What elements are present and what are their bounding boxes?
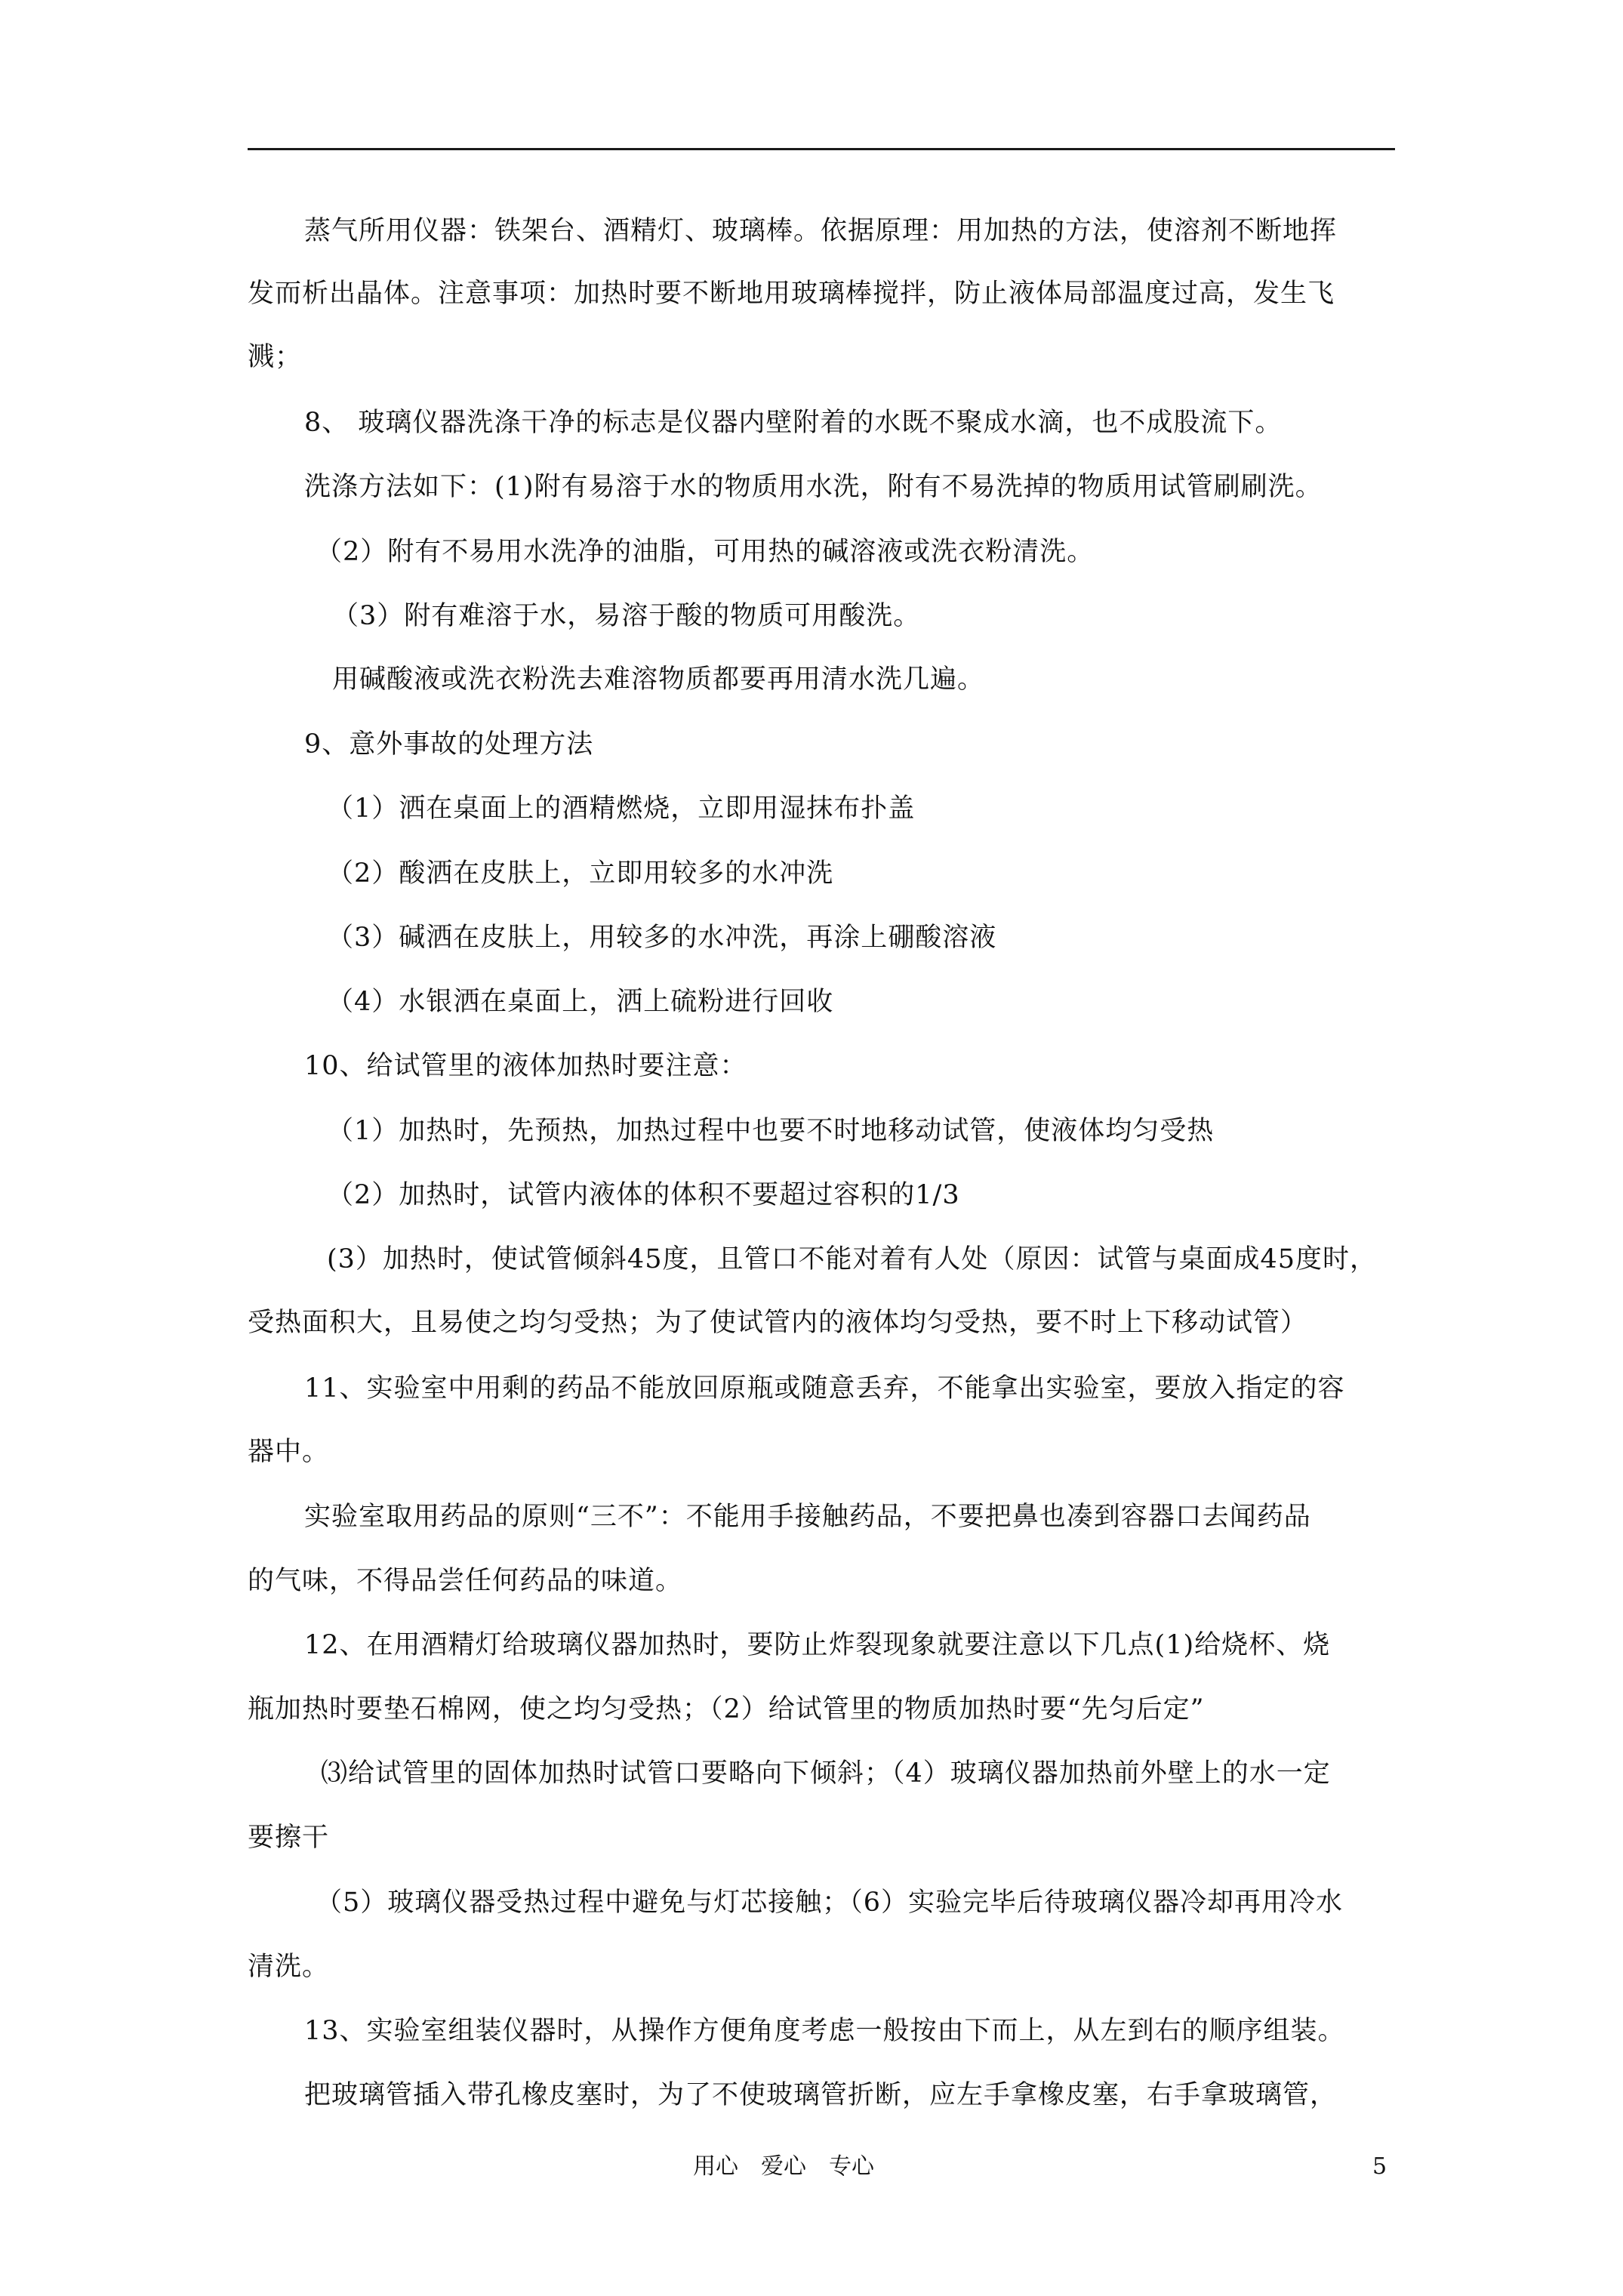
text-line: 用碱酸液或洗衣粉洗去难溶物质都要再用清水洗几遍。	[332, 664, 985, 695]
page-number: 5	[1372, 2153, 1387, 2180]
text-line: （5）玻璃仪器受热过程中避免与灯芯接触；（6）实验完毕后待玻璃仪器冷却再用冷水	[316, 1888, 1344, 1918]
text-line: ⑶给试管里的固体加热时试管口要略向下倾斜；（4）玻璃仪器加热前外壁上的水一定	[321, 1758, 1331, 1789]
text-line: （1）洒在桌面上的酒精燃烧，立即用湿抹布扑盖	[327, 794, 916, 824]
text-line: 器中。	[248, 1437, 330, 1467]
text-line: (3）加热时，使试管倾斜45度，且管口不能对着有人处（原因：试管与桌面成45度时，	[327, 1244, 1377, 1274]
text-line: 13、实验室组装仪器时，从操作方便角度考虑一般按由下而上，从左到右的顺序组装。	[304, 2016, 1345, 2046]
text-line: 12、在用酒精灯给玻璃仪器加热时，要防止炸裂现象就要注意以下几点(1)给烧杯、烧	[304, 1630, 1331, 1660]
text-line: 要擦干	[248, 1823, 330, 1853]
text-line: 溅；	[248, 342, 303, 372]
text-line: 的气味，不得品尝任何药品的味道。	[248, 1566, 683, 1596]
text-line: 把玻璃管插入带孔橡皮塞时，为了不使玻璃管折断，应左手拿橡皮塞，右手拿玻璃管，	[304, 2080, 1338, 2110]
footer-motto: 用心 爱心 专心	[693, 2153, 874, 2180]
text-line: 受热面积大，且易使之均匀受热；为了使试管内的液体均匀受热，要不时上下移动试管）	[248, 1308, 1308, 1338]
text-line: 10、给试管里的液体加热时要注意：	[304, 1051, 747, 1081]
text-line: （1）加热时，先预热，加热过程中也要不时地移动试管，使液体均匀受热	[327, 1116, 1215, 1146]
text-line: 9、意外事故的处理方法	[304, 729, 594, 760]
text-line: （2）附有不易用水洗净的油脂，可用热的碱溶液或洗衣粉清洗。	[316, 537, 1095, 567]
text-line: 瓶加热时要垫石棉网，使之均匀受热；（2）给试管里的物质加热时要“先匀后定”	[248, 1694, 1205, 1724]
text-line: 发而析出晶体。注意事项：加热时要不断地用玻璃棒搅拌，防止液体局部温度过高，发生飞	[248, 279, 1335, 309]
text-line: 8、 玻璃仪器洗涤干净的标志是仪器内壁附着的水既不聚成水滴，也不成股流下。	[304, 408, 1283, 438]
text-line: （3）附有难溶于水，易溶于酸的物质可用酸洗。	[332, 601, 921, 631]
text-line: 11、实验室中用剩的药品不能放回原瓶或随意丢弃，不能拿出实验室，要放入指定的容	[304, 1373, 1345, 1404]
text-line: （3）碱洒在皮肤上，用较多的水冲洗，再涂上硼酸溶液	[327, 923, 997, 953]
text-line: （4）水银洒在桌面上，洒上硫粉进行回收	[327, 987, 834, 1017]
text-line: 清洗。	[248, 1952, 330, 1982]
text-line: （2）加热时，试管内液体的体积不要超过容积的1/3	[327, 1180, 960, 1210]
text-line: 洗涤方法如下：(1)附有易溶于水的物质用水洗，附有不易洗掉的物质用试管刷刷洗。	[304, 472, 1323, 502]
text-line: （2）酸洒在皮肤上，立即用较多的水冲洗	[327, 858, 834, 889]
text-line: 蒸气所用仪器：铁架台、酒精灯、玻璃棒。依据原理：用加热的方法，使溶剂不断地挥	[304, 216, 1338, 246]
text-line: 实验室取用药品的原则“三不”：不能用手接触药品，不要把鼻也凑到容器口去闻药品	[304, 1502, 1311, 1532]
header-rule	[248, 148, 1395, 150]
